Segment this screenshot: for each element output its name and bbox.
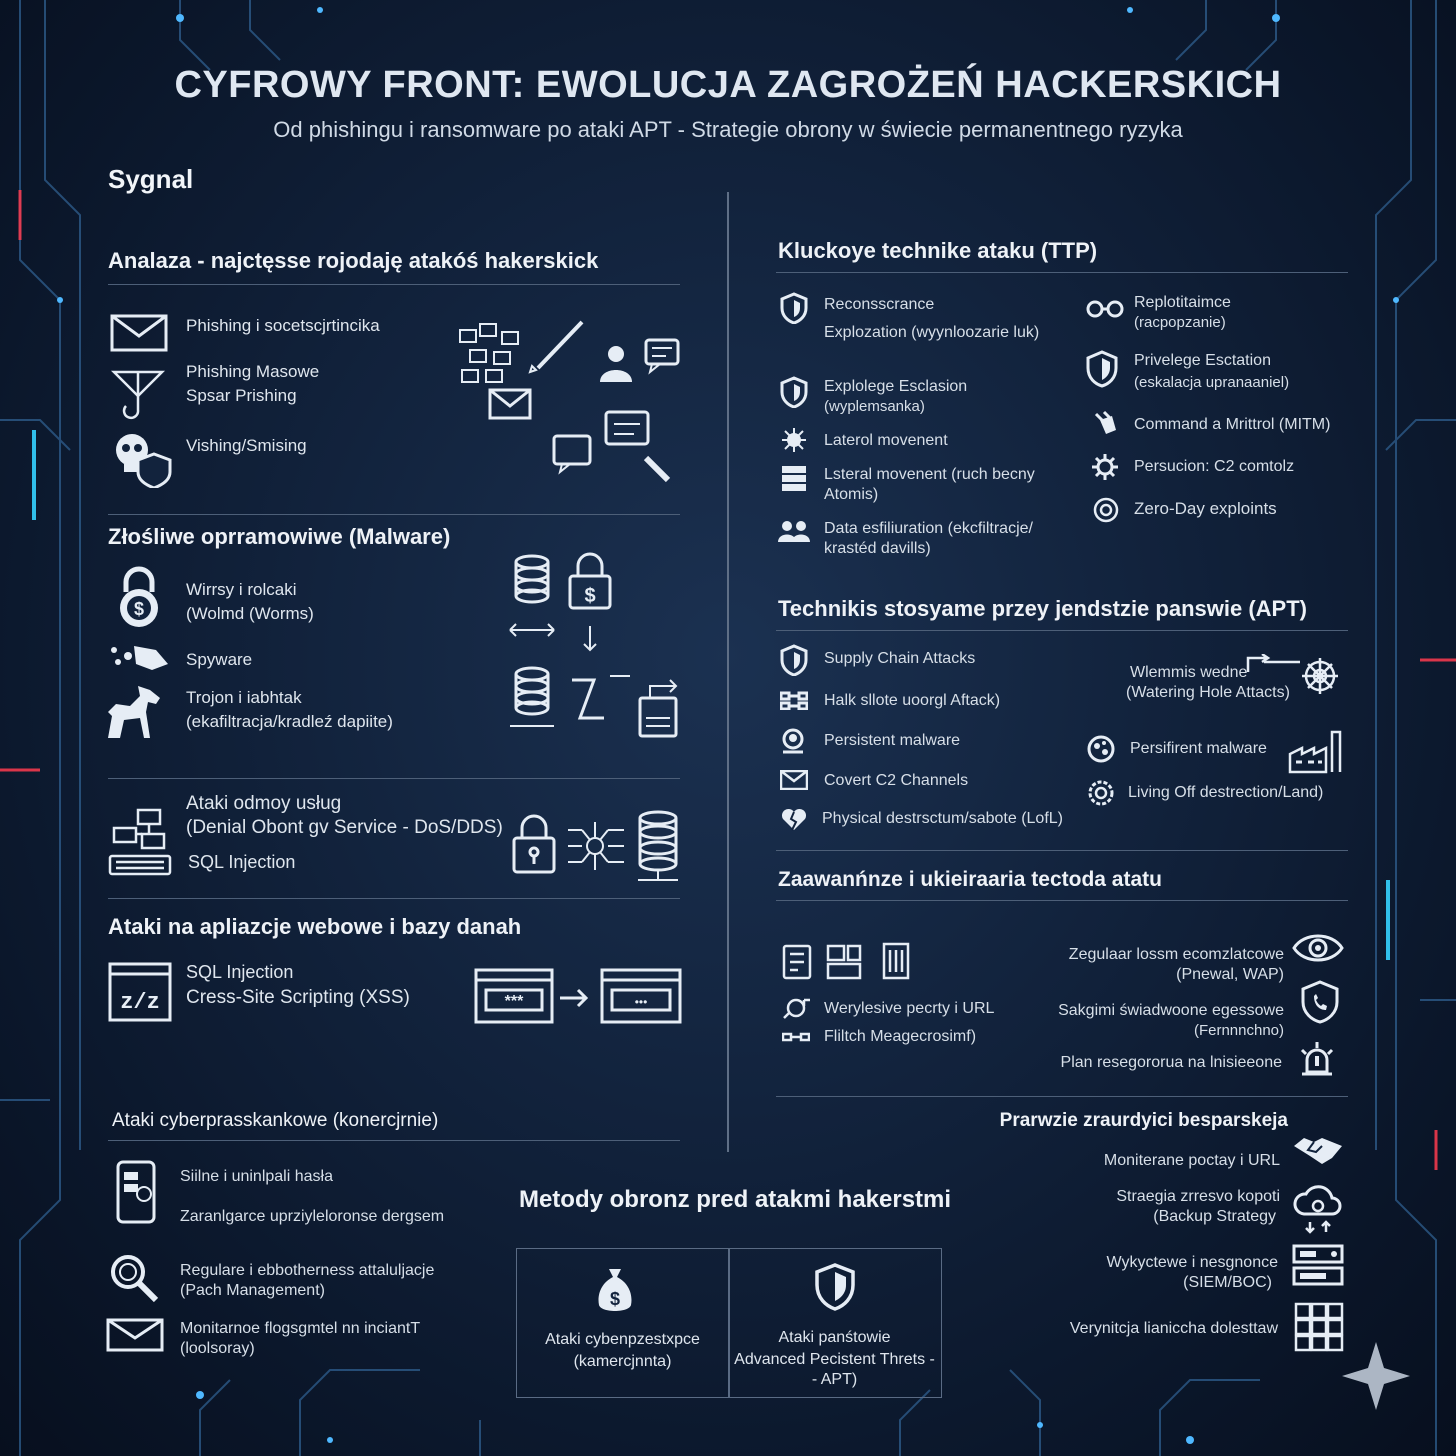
- defense-cell-line: (kamercjnnta): [573, 1353, 672, 1370]
- network-node-icon: [782, 996, 810, 1020]
- apt-item: Supply Chain Attacks: [824, 650, 976, 667]
- server-icon: [780, 464, 808, 492]
- apt-item: Persifirent malware: [1130, 740, 1267, 757]
- analysis-item: Phishing Masowe: [186, 362, 320, 381]
- svg-text:***: ***: [504, 993, 524, 1010]
- svg-text:$: $: [584, 585, 596, 607]
- divider: [776, 900, 1348, 901]
- cyber-item: Regulare i ebbotherness attaluljacje: [180, 1262, 435, 1279]
- svg-text:•••: •••: [634, 995, 648, 1009]
- analysis-heading: Analaza - najctęsse rojodaję atakóś hakerskick: [108, 248, 599, 273]
- money-bag-icon: [595, 1265, 635, 1315]
- page-subtitle: Od phishingu i ransomware po ataki APT - Strategie obrony w świecie permanentnego ryzyka: [273, 117, 1183, 142]
- shield-icon: [780, 644, 808, 676]
- defense-title: Metody obronz pred atakmi hakerstmi: [518, 1186, 952, 1213]
- malware-heading: Złośliwe oprramowiwe (Malware): [108, 524, 451, 549]
- envelope-icon: [780, 770, 808, 790]
- ttp-item: (wyplemsanka): [824, 398, 925, 415]
- handshake-icon: [1292, 1134, 1344, 1168]
- apt-item: Living Off destrection/Land): [1128, 784, 1324, 801]
- analysis-item: Spsar Prishing: [186, 386, 297, 405]
- shield-icon: [1086, 350, 1118, 388]
- defense-cell-line: Ataki panśtowie: [778, 1329, 891, 1346]
- network-equipment-icons: [782, 942, 912, 982]
- svg-text:$: $: [609, 1289, 621, 1309]
- protection-item: Verynitcja lianiccha dolesttaw: [1069, 1320, 1278, 1337]
- phishing-illustration: [450, 316, 690, 490]
- protection-item: (Backup Strategy: [1153, 1208, 1276, 1225]
- cyber-item: Zaranlgarce uprziyleloronse dergsem: [180, 1208, 445, 1225]
- spyware-icon: [108, 640, 170, 676]
- gear-icon: [1092, 454, 1118, 480]
- ttp-item: Data esfiliuration (ekcfiltracje/: [824, 520, 1033, 537]
- protection-item: (SIEM/BOC): [1183, 1274, 1272, 1291]
- ttp-item: (eskalacja upranaaniel): [1134, 374, 1290, 391]
- web-heading: Ataki na apliazcje webowe i bazy danah: [108, 914, 522, 939]
- apt-item: Physical destrsctum/sabote (LofL): [822, 810, 1063, 827]
- advanced-item: (Fernnnchno): [1193, 1022, 1284, 1039]
- ttp-heading: Kluckoye technike ataku (TTP): [778, 238, 1098, 263]
- protection-item: Moniterane poctay i URL: [1103, 1152, 1280, 1169]
- cyber-item: Monitarnoe flogsgmtel nn inciantT: [180, 1320, 421, 1337]
- defense-cell-commercial: [517, 1249, 728, 1397]
- svg-text:z/z: z/z: [120, 990, 160, 1015]
- defense-cell-line: - APT): [811, 1371, 858, 1388]
- malware-item: (ekafiltracja/kradleź dapiite): [186, 712, 393, 731]
- network-keyboard-icon: [108, 806, 172, 876]
- person-icon: [780, 728, 806, 754]
- web-item: SQL Injection: [186, 962, 294, 982]
- ttp-item: Zero-Day exploints: [1134, 499, 1277, 518]
- apt-item: (Watering Hole Attacts): [1126, 684, 1290, 701]
- apt-item: Halk sllote uoorgl Aftack): [824, 692, 1001, 709]
- advanced-heading: Zaawanńnze i ukieiraaria tectoda atatu: [778, 868, 1162, 891]
- cloud-backup-icon: [1292, 1182, 1344, 1236]
- cyber-item: Siilne i uninlpali hasła: [180, 1168, 333, 1185]
- users-icon: [778, 520, 810, 544]
- divider: [108, 514, 680, 515]
- divider: [776, 850, 1348, 851]
- apt-item: Covert C2 Channels: [824, 772, 969, 789]
- malware-item: Spyware: [186, 650, 253, 669]
- virus-icon: [780, 428, 808, 452]
- magnifier-icon: [108, 1252, 160, 1304]
- ttp-item: Explolege Esclasion: [824, 378, 968, 395]
- web-item: Cress-Site Scripting (XSS): [186, 987, 410, 1008]
- password-window-illustration: [474, 966, 684, 1026]
- advanced-item: Zegulaar lossm ecomzlatcowe: [1068, 946, 1284, 963]
- ttp-item: Privelege Esctation: [1134, 352, 1271, 369]
- protection-item: Wykyctewe i nesgnonce: [1106, 1254, 1278, 1271]
- shield-phone-icon: [1300, 980, 1340, 1024]
- advanced-item: Plan resegororua na lnisieeone: [1060, 1054, 1282, 1071]
- alarm-icon: [1298, 1040, 1336, 1078]
- factory-icon: [1288, 728, 1344, 774]
- ttp-item: Explozation (wyynloozarie luk): [824, 324, 1040, 341]
- center-divider: [727, 192, 729, 1152]
- divider: [776, 630, 1348, 631]
- ttp-item: Replotitaimce: [1134, 294, 1231, 311]
- page-title: CYFROWY FRONT: EWOLUCJA ZAGROŻEŃ HACKERSKICH: [174, 64, 1282, 106]
- shield-icon: [815, 1263, 855, 1311]
- shield-icon: [780, 376, 808, 408]
- analysis-item: Vishing/Smising: [186, 436, 307, 455]
- apt-item: Wlemmis wedne: [1130, 664, 1248, 681]
- skull-shield-icon: [110, 430, 174, 488]
- svg-text:$: $: [133, 599, 145, 619]
- code-window-icon: [108, 962, 172, 1022]
- eye-icon: [1292, 930, 1344, 966]
- defense-cell-line: Advanced Pecistent Threts -: [734, 1351, 935, 1368]
- ttp-item: krastéd davills): [824, 540, 931, 557]
- target-icon: [1092, 496, 1120, 524]
- link-icon: [780, 690, 808, 710]
- gear-ring-icon: [1086, 778, 1116, 808]
- divider: [776, 1096, 1348, 1097]
- ttp-item: Reconsscrance: [824, 296, 935, 313]
- cyber-heading: Ataki cyberprasskankowe (konercjrnie): [112, 1110, 439, 1131]
- cyber-item: (loolsoray): [180, 1340, 255, 1357]
- watering-hole-icon: [1244, 654, 1340, 698]
- advanced-item: Werylesive pecrty i URL: [824, 1000, 995, 1017]
- ttp-item: Lsteral movenent (ruch becny: [824, 466, 1035, 483]
- advanced-item: Sakgimi świadwoone egessowe: [1058, 1002, 1284, 1019]
- analysis-item: Phishing i socetscjrtincika: [186, 316, 380, 335]
- envelope-icon: [106, 1318, 164, 1352]
- defense-cell-state: [729, 1249, 940, 1397]
- protection-heading: Prarwzie zraurdyici besparskeja: [999, 1110, 1288, 1131]
- database-flow-illustration: [506, 550, 686, 740]
- dos-item: (Denial Obont gv Service - DoS/DDS): [186, 817, 503, 838]
- ttp-item: Atomis): [824, 486, 879, 503]
- network-lock-illustration: [508, 808, 684, 884]
- cyber-item: (Pach Management): [180, 1282, 325, 1299]
- divider: [108, 1140, 680, 1141]
- malware-item: Wirrsy i rolcaki: [186, 580, 297, 599]
- divider: [776, 272, 1348, 273]
- apt-item: Persistent malware: [824, 732, 961, 749]
- defense-table: [516, 1248, 942, 1398]
- link-icon: [782, 1028, 810, 1046]
- ttp-item: Persucion: C2 comtolz: [1134, 458, 1295, 475]
- smartphone-icon: [116, 1160, 156, 1224]
- divider: [108, 284, 680, 285]
- advanced-item: (Pnewal, WAP): [1176, 966, 1284, 983]
- heart-broken-icon: [780, 808, 808, 832]
- shield-icon: [780, 292, 808, 324]
- ttp-item: Laterol movenent: [824, 432, 948, 449]
- malware-item: (Wolmd (Worms): [186, 604, 314, 623]
- protection-item: Straegia zrresvo kopoti: [1116, 1188, 1280, 1205]
- binoculars-icon: [1086, 298, 1124, 318]
- plug-icon: [1092, 410, 1120, 438]
- ttp-item: (racpopzanie): [1134, 314, 1226, 331]
- divider: [108, 898, 680, 899]
- grid-panel-icon: [1294, 1302, 1344, 1352]
- defense-cell-line: Ataki cybenpzestxpce: [545, 1331, 700, 1348]
- divider: [108, 778, 680, 779]
- ttp-item: Command a Mrittrol (MITM): [1134, 416, 1331, 433]
- envelope-icon: [110, 314, 168, 352]
- dos-item: Ataki odmoy usług: [186, 793, 342, 814]
- trojan-horse-icon: [100, 682, 166, 742]
- server-rack-icon: [1292, 1244, 1344, 1286]
- dos-item: SQL Injection: [188, 852, 296, 872]
- apt-heading: Technikis stosyame przey jendstzie panswie (APT): [778, 596, 1307, 621]
- signal-label: Sygnal: [108, 164, 194, 194]
- malware-item: Trojon i iabhtak: [186, 688, 302, 707]
- phishing-hook-icon: [110, 366, 166, 426]
- globe-icon: [1086, 734, 1116, 764]
- advanced-item: Fliltch Meagecrosimf): [824, 1028, 977, 1045]
- padlock-dollar-icon: [108, 566, 170, 628]
